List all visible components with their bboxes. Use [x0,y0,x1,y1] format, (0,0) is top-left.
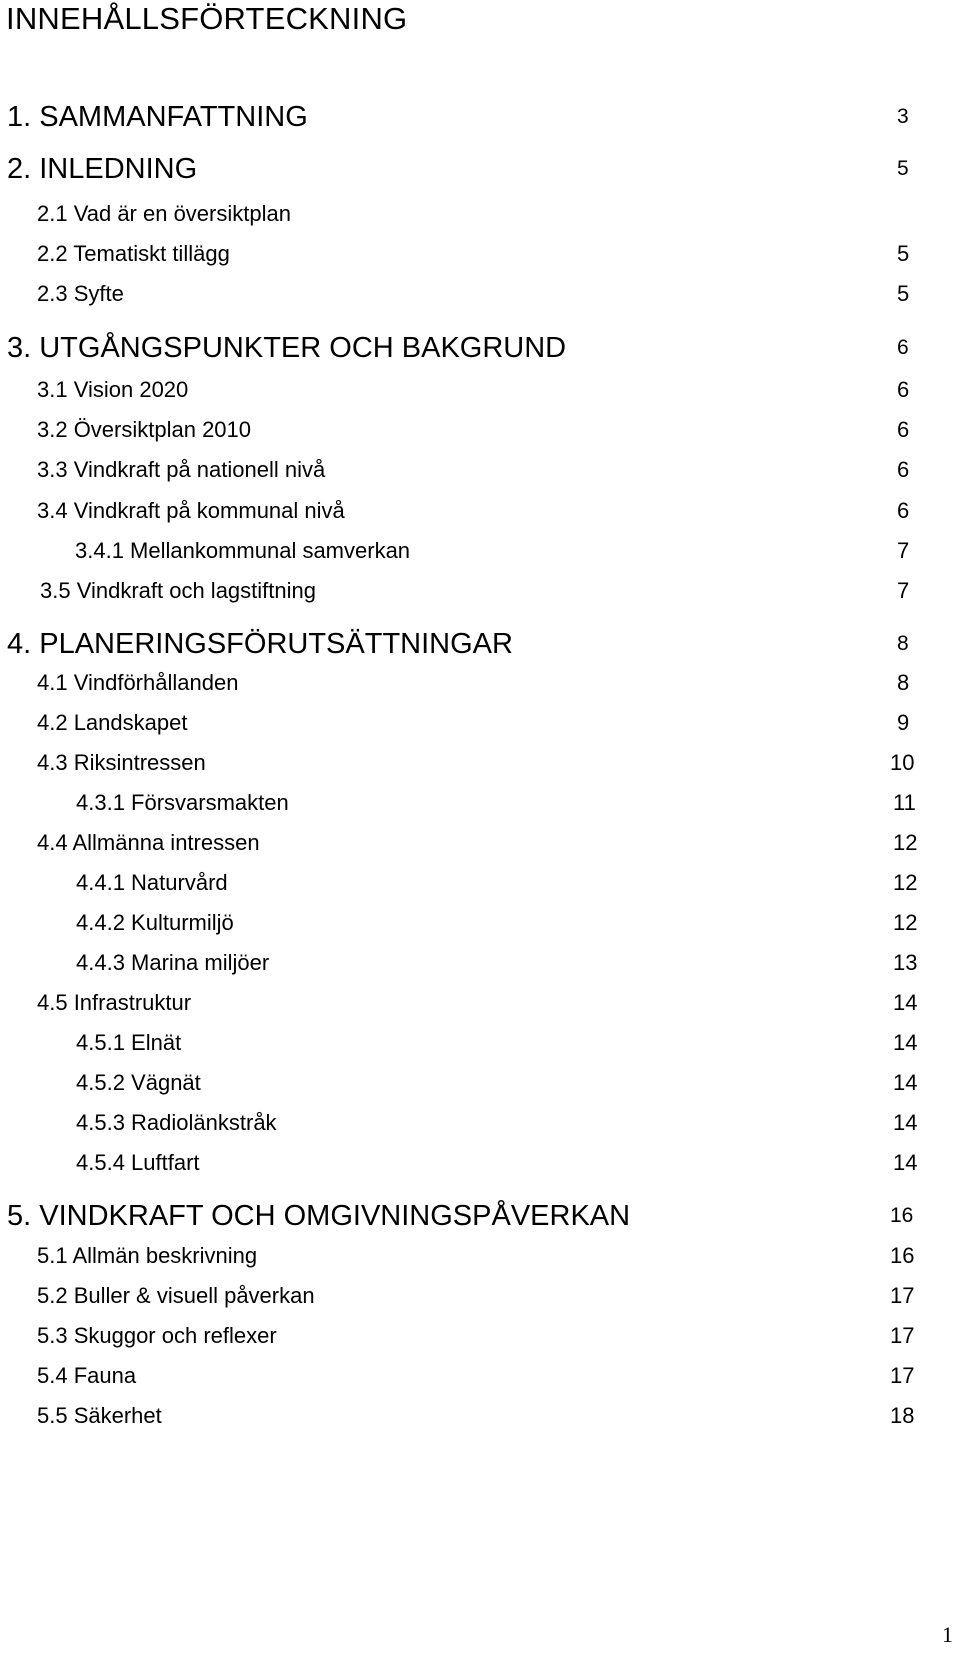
toc-entry [0,531,960,571]
toc-entry [0,1316,960,1356]
toc-entry-label: 2. INLEDNING [7,153,198,185]
toc-entry-page: 10 [890,750,915,775]
toc-entry-page: 6 [897,336,909,359]
toc-entry-page: 8 [897,632,909,655]
toc-entry-label: 5.4 Fauna [37,1363,137,1388]
toc-entry-page: 16 [890,1204,914,1227]
toc-entry [0,370,960,410]
toc-entry-label: 3.5 Vindkraft och lagstiftning [40,578,316,603]
toc-entry [0,1063,960,1103]
toc-entry-label: 4.4.1 Naturvård [76,870,228,895]
toc-entry-label: 1. SAMMANFATTNING [7,101,308,133]
toc-entry-label: 4.5.4 Luftfart [76,1150,200,1175]
toc-entry [0,571,960,611]
toc-entry-label: 5.5 Säkerhet [37,1403,162,1428]
toc-entry-label: 3.2 Översiktplan 2010 [37,417,252,442]
toc-entry-page: 3 [897,105,909,128]
toc-entry [0,328,960,368]
toc-entry [0,863,960,903]
toc-entry-label: 5. VINDKRAFT OCH OMGIVNINGSPÅVERKAN [7,1200,631,1232]
toc-entry-page: 17 [890,1283,915,1308]
toc-entry-label: 4.2 Landskapet [37,710,188,735]
toc-entry [0,1196,960,1236]
toc-entry [0,1023,960,1063]
toc-entry [0,903,960,943]
toc-entry-page: 7 [897,578,910,603]
toc-entry [0,1236,960,1276]
toc-entry [0,1396,960,1436]
toc-entry [0,703,960,743]
toc-entry-label: 5.1 Allmän beskrivning [37,1243,258,1268]
toc-entry-page: 13 [893,950,918,975]
toc-entry [0,823,960,863]
toc-entry-label: 4.4 Allmänna intressen [37,830,260,855]
toc-entry-label: 5.3 Skuggor och reflexer [37,1323,277,1348]
toc-entry [0,783,960,823]
toc-entry-page: 6 [897,377,910,402]
toc-entry-label: 4.4.3 Marina miljöer [76,950,270,975]
toc-entry-page: 6 [897,498,910,523]
toc-entry-label: 2.1 Vad är en översiktplan [37,201,291,226]
toc-entry-page: 12 [893,910,918,935]
toc-entry-label: 2.3 Syfte [37,281,124,306]
toc-entry-page: 12 [893,830,918,855]
toc-entry-page: 18 [890,1403,915,1428]
toc-entry [0,624,960,664]
toc-entry-page: 5 [897,241,910,266]
toc-entry [0,410,960,450]
toc-entry-label: 3.4 Vindkraft på kommunal nivå [37,498,345,523]
toc-entry-page: 8 [897,670,910,695]
toc-entry-label: 3.3 Vindkraft på nationell nivå [37,457,326,482]
toc-entry [0,491,960,531]
toc-entry [0,1276,960,1316]
toc-entry [0,234,960,274]
toc-entry [0,149,960,189]
toc-entry-page: 14 [893,1070,918,1095]
toc-entry-page: 14 [893,1030,918,1055]
toc-entry [0,1103,960,1143]
toc-entry-label: 5.2 Buller & visuell påverkan [37,1283,315,1308]
toc-entry [0,1356,960,1396]
toc-entry-label: 3. UTGÅNGSPUNKTER OCH BAKGRUND [7,332,567,364]
toc-entry-label: 4.5 Infrastruktur [37,990,192,1015]
toc-entry-page: 14 [893,1110,918,1135]
toc-entry [0,1143,960,1183]
toc-entry-page: 17 [890,1363,915,1388]
toc-entry-label: 4.5.1 Elnät [76,1030,182,1055]
toc-entry-page: 6 [897,457,910,482]
toc-entry-page: 14 [893,1150,918,1175]
toc-entry-page: 11 [893,790,916,815]
toc-entry-label: 4.5.3 Radiolänkstråk [76,1110,277,1135]
toc-entry [0,194,960,234]
toc-entry-page: 14 [893,990,918,1015]
toc-entry [0,663,960,703]
toc-entry-label: 4.5.2 Vägnät [76,1070,201,1095]
toc-entry-page: 5 [897,281,910,306]
toc-entry-page: 7 [897,538,910,563]
toc-entry-label: 3.4.1 Mellankommunal samverkan [75,538,411,563]
toc-entry-page: 16 [890,1243,915,1268]
toc-entry-label: 4. PLANERINGSFÖRUTSÄTTNINGAR [7,628,513,660]
toc-entry-label: 4.4.2 Kulturmiljö [76,910,234,935]
toc-entry-label: 4.3 Riksintressen [37,750,206,775]
toc-entry-page: 12 [893,870,918,895]
toc-entry [0,450,960,490]
toc-entry [0,983,960,1023]
toc-entry-label: 4.1 Vindförhållanden [37,670,239,695]
toc-entry [0,943,960,983]
toc-entry-page: 17 [890,1323,915,1348]
toc-entry [0,743,960,783]
toc-entry-label: 4.3.1 Försvarsmakten [76,790,289,815]
toc-entry-page: 5 [897,157,909,180]
toc-entry-label: 2.2 Tematiskt tillägg [37,241,230,266]
toc-entry [0,97,960,137]
page-number: 1 [942,1622,953,1647]
toc-entry-page: 6 [897,417,910,442]
toc-entry [0,274,960,314]
toc-entry-label: 3.1 Vision 2020 [37,377,189,402]
toc-entry-page: 9 [897,710,910,735]
toc-title: INNEHÅLLSFÖRTECKNING [6,1,408,36]
